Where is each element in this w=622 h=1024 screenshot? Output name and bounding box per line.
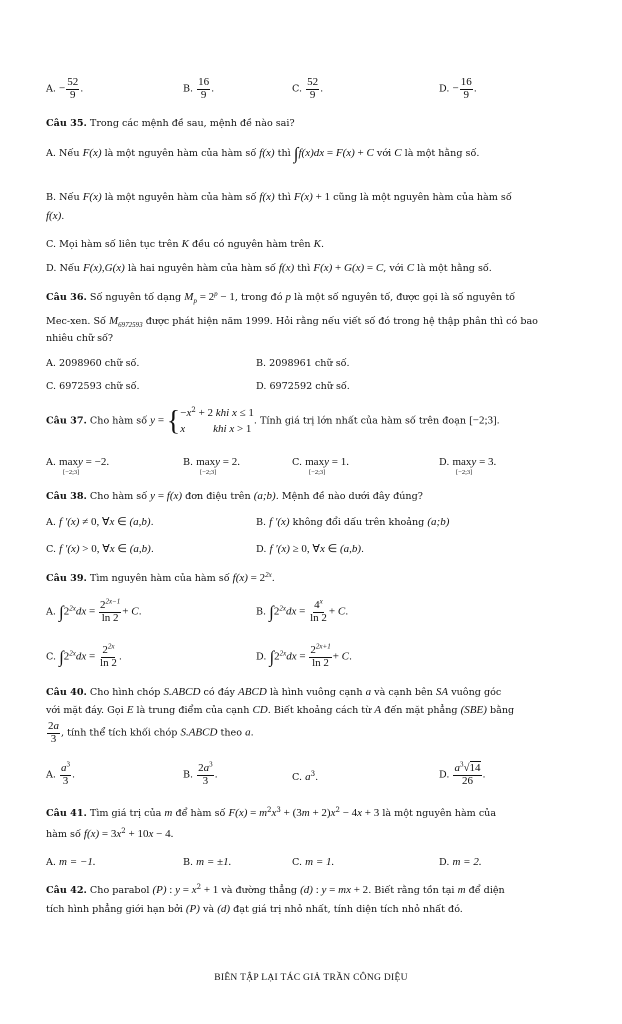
q34-option-a: A. − $\frac{52}{9}$ . (46, 76, 84, 101)
q41-stem: Câu 41. Tìm giá trị của m để hàm số $F(x) = m^2x^3 + (3m + 2)x^2 - 4x + 3$ là một nguyên hàm của (46, 805, 497, 819)
q37-option-c: C. maxy = 1. [−2;3] (292, 456, 349, 476)
q39-option-b: B. $\int 2^{2x}dx$ = $\frac{4^x}{\ln 2}$ + C. (256, 597, 349, 624)
q42-stem: Câu 42. Cho parabol (P) : $y = x^2 + 1$ và đường thẳng (d) : y = mx + 2. Biết rằng tồn tại m để diện (46, 882, 505, 896)
q36-option-c: C. 6972593 chữ số. (46, 381, 140, 392)
q41-option-d: D. m = 2. (439, 856, 482, 868)
q35-stem: Câu 35. Trong các mệnh đề sau, mệnh đề nào sai? (46, 118, 295, 129)
q37-stem: Câu 37. Cho hàm số $y = \{-x^2 + 2$ khi x ≤ 1 x khi x > 1. Tính giá trị lớn nhất của hàm số trên đoạn [−2;3]. (46, 405, 500, 437)
q40-stem-line3: $\frac{2a}{3}$ , tính thể tích khối chóp S.ABCD theo a. (48, 720, 254, 745)
q39-option-d: D. $\int 2^{2x}dx$ = $\frac{2^{2x+1}}{\ln 2}$ + C. (256, 642, 353, 669)
q39-stem: Câu 39. Tìm nguyên hàm của hàm số $f(x) = 2^{2x}$. (46, 570, 275, 584)
q38-option-b: B. f ′(x) không đổi dấu trên khoảng (a;b) (256, 516, 450, 528)
q35-option-b: B. Nếu F(x) là một nguyên hàm của hàm số f(x) thì F(x) + 1 cũng là một nguyên hàm của hàm số (46, 191, 512, 203)
q41-stem-line2: hàm số $f(x) = 3x^2 + 10x - 4$. (46, 826, 174, 840)
q40-stem: Câu 40. Cho hình chóp S.ABCD có đáy ABCD là hình vuông cạnh a và cạnh bên SA vuông góc (46, 686, 502, 698)
q37-option-a: A. maxy = −2. [−2;3] (46, 456, 110, 476)
q37-option-d: D. maxy = 3. [−2;3] (439, 456, 497, 476)
q35-option-b-cont: f(x). (46, 210, 65, 222)
q35-option-d: D. Nếu F(x),G(x) là hai nguyên hàm của hàm số f(x) thì F(x) + G(x) = C, với C là một hằng số. (46, 262, 492, 274)
q39-option-a: A. $\int 2^{2x}dx$ = $\frac{2^{2x-1}}{\ln 2}$ + C. (46, 597, 142, 624)
q38-option-a: A. f ′(x) ≠ 0, ∀x ∈ (a,b). (46, 516, 154, 528)
q38-option-c: C. f ′(x) > 0, ∀x ∈ (a,b). (46, 543, 154, 555)
q40-stem-line2: với mặt đáy. Gọi E là trung điểm của cạnh CD. Biết khoảng cách từ A đến mặt phẳng (SBE) bằng (46, 704, 515, 716)
q37-option-b: B. maxy = 2. [−2;3] (183, 456, 240, 476)
q42-stem-line2: tích hình phẳng giới hạn bởi (P) và (d) đạt giá trị nhỏ nhất, tính diện tích nhỏ nhất đó. (46, 903, 463, 915)
q34-option-c: C. $\frac{52}{9}$ . (292, 76, 324, 101)
q41-option-c: C. m = 1. (292, 856, 335, 868)
q34-option-b: B. $\frac{16}{9}$ . (183, 76, 215, 101)
q40-option-d: D. $\frac{a^3√14}{26}$ . (439, 760, 486, 787)
q40-option-b: B. $\frac{2a^3}{3}$ . (183, 760, 218, 787)
q36-option-a: A. 2098960 chữ số. (46, 358, 140, 369)
q41-option-b: B. m = ±1. (183, 856, 232, 868)
q36-stem-line2: Mec-xen. Số $M_{6972593}$ được phát hiện năm 1999. Hỏi rằng nếu viết số đó trong hệ thập phân thì có bao (46, 315, 538, 330)
q40-option-a: A. $\frac{a^3}{3}$ . (46, 760, 76, 787)
q38-option-d: D. f ′(x) ≥ 0, ∀x ∈ (a,b). (256, 543, 365, 555)
q36-option-b: B. 2098961 chữ số. (256, 358, 350, 369)
q35-option-a: A. Nếu F(x) là một nguyên hàm của hàm số f(x) thì ∫f(x)dx = F(x) + C với C là một hằng số. (46, 144, 480, 163)
q39-option-c: C. $\int 2^{2x}dx$ = $\frac{2^{2x}}{\ln 2}$ . (46, 642, 122, 669)
q40-option-c: C. $a^3$. (292, 769, 319, 783)
q36-stem: Câu 36. Số nguyên tố dạng $M_p = 2^p - 1$, trong đó p là một số nguyên tố, được gọi là số nguyên tố (46, 289, 515, 306)
q34-option-d: D. − $\frac{16}{9}$ . (439, 76, 477, 101)
q36-stem-line3: nhiêu chữ số? (46, 333, 114, 344)
q41-option-a: A. m = −1. (46, 856, 96, 868)
piecewise-function: $-x^2 + 2$ khi x ≤ 1 x khi x > 1 (180, 405, 254, 435)
q36-option-d: D. 6972592 chữ số. (256, 381, 350, 392)
q35-option-c: C. Mọi hàm số liên tục trên K đều có nguyên hàm trên K. (46, 238, 325, 250)
page-footer: BIÊN TẬP LẠI TÁC GIẢ TRẦN CÔNG DIỆU (214, 973, 408, 983)
q38-stem: Câu 38. Cho hàm số y = f(x) đơn điệu trên (a;b). Mệnh đề nào dưới đây đúng? (46, 490, 423, 502)
